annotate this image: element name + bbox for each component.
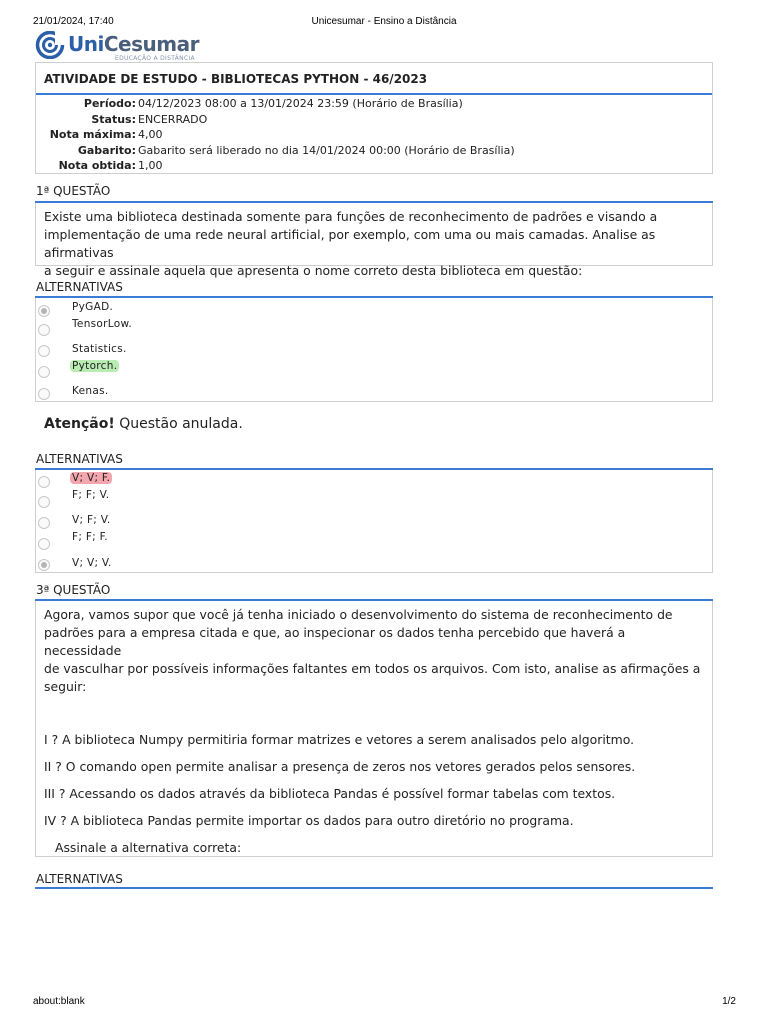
info-row-status — [36, 113, 712, 129]
logo-wordmark: UniCesumar — [68, 32, 199, 56]
info-row-nota-obtida — [36, 159, 712, 175]
info-label: Status: — [91, 112, 136, 126]
alternative-text: Statistics. — [72, 343, 127, 355]
print-url: about:blank — [33, 996, 85, 1007]
question-1-label: 1ª QUESTÃO — [36, 184, 111, 198]
question-text-line: seguir: — [44, 679, 87, 694]
statement-line: III ? Acessando os dados através da biblioteca Pandas é possível formar tabelas com textos. — [44, 786, 616, 801]
logo-subtitle: EDUCAÇÃO A DISTÂNCIA — [115, 55, 195, 62]
activity-info-box — [35, 62, 713, 174]
alternative-item[interactable] — [36, 301, 712, 319]
alternative-text: F; F; V. — [72, 489, 110, 501]
radio-button[interactable] — [38, 496, 50, 508]
radio-button[interactable] — [38, 305, 50, 317]
info-label: Nota máxima: — [49, 128, 136, 141]
annulled-warning: Atenção! Questão anulada. — [44, 416, 243, 432]
alternative-text: V; F; V. — [72, 514, 111, 526]
question-text-line: de vasculhar por possíveis informações faltantes em todos os arquivos. Com isto, analise as afirmações a — [44, 661, 701, 676]
alternative-item[interactable] — [36, 514, 712, 532]
info-row-nota-maxima — [36, 128, 712, 144]
question-text-line: Existe uma biblioteca destinada somente para funções de reconhecimento de padrões e visando a — [44, 209, 658, 224]
alternative-item[interactable] — [36, 343, 712, 361]
alternatives-label: ALTERNATIVAS — [36, 872, 123, 886]
alternative-item[interactable] — [36, 385, 712, 403]
alternative-item[interactable] — [36, 531, 712, 549]
info-value: Gabarito será liberado no dia 14/01/2024 00:00 (Horário de Brasília) — [138, 143, 515, 157]
alternative-item[interactable] — [36, 318, 712, 336]
question-1-alternatives — [35, 298, 713, 402]
statement-line: II ? O comando open permite analisar a presença de zeros nos vetores gerados pelos sensores. — [44, 759, 636, 774]
info-value: 04/12/2023 08:00 a 13/01/2024 23:59 (Horário de Brasília) — [138, 97, 463, 110]
alternative-item[interactable] — [36, 489, 712, 507]
print-page-title: Unicesumar - Ensino a Distância — [311, 16, 457, 27]
info-row-periodo — [36, 97, 712, 113]
alternatives-label: ALTERNATIVAS — [36, 452, 123, 466]
alternative-item[interactable] — [36, 472, 712, 490]
print-header — [0, 16, 768, 30]
info-value: 1,00 — [138, 159, 163, 172]
alternative-text: V; V; V. — [72, 557, 112, 569]
alternative-item[interactable] — [36, 360, 712, 378]
unicesumar-logo-icon — [35, 31, 66, 59]
alternative-text: TensorLow. — [72, 318, 133, 330]
radio-button[interactable] — [38, 476, 50, 488]
info-label: Gabarito: — [77, 143, 136, 157]
alternative-text-correct: Pytorch. — [72, 360, 118, 372]
info-label: Período: — [83, 97, 136, 110]
activity-info-table — [36, 97, 712, 175]
radio-button[interactable] — [38, 538, 50, 550]
alternatives-label: ALTERNATIVAS — [36, 280, 123, 294]
question-text-line: a seguir e assinale aquela que apresenta o nome correto desta biblioteca em questão: — [44, 263, 583, 278]
radio-button[interactable] — [38, 559, 50, 571]
question-2-alternatives — [35, 470, 713, 573]
print-datetime: 21/01/2024, 17:40 — [33, 16, 114, 27]
question-3-label: 3ª QUESTÃO — [36, 583, 111, 597]
question-text-line: padrões para a empresa citada e que, ao inspecionar os dados tenha percebido que haverá a necessidade — [44, 625, 626, 658]
alternative-text: PyGAD. — [72, 301, 114, 313]
print-footer — [0, 996, 768, 1010]
activity-title: ATIVIDADE DE ESTUDO - BIBLIOTECAS PYTHON - 46/2023 — [36, 63, 712, 95]
radio-button[interactable] — [38, 366, 50, 378]
radio-button[interactable] — [38, 345, 50, 357]
info-value: ENCERRADO — [138, 112, 208, 126]
question-text-line: Agora, vamos supor que você já tenha iniciado o desenvolvimento do sistema de reconhecimento de — [44, 607, 673, 622]
info-label: Nota obtida: — [58, 159, 136, 172]
alternative-text: F; F; F. — [72, 531, 108, 543]
alternative-text: Kenas. — [72, 385, 109, 397]
info-row-gabarito — [36, 144, 712, 160]
question-1-text — [35, 203, 713, 278]
alternative-text-wrong: V; V; F. — [72, 472, 111, 484]
question-3-text — [35, 601, 713, 857]
radio-button[interactable] — [38, 388, 50, 400]
question-text-line: implementação de uma rede neural artificial, por exemplo, com uma ou mais camadas. Analise as afirmativas — [44, 227, 656, 260]
divider — [35, 887, 713, 889]
radio-button[interactable] — [38, 324, 50, 336]
alternative-item[interactable] — [36, 557, 712, 575]
unicesumar-logo — [35, 31, 199, 63]
instruction-line: Assinale a alternativa correta: — [55, 840, 242, 855]
radio-button[interactable] — [38, 517, 50, 529]
info-value: 4,00 — [138, 128, 163, 141]
statement-line: IV ? A biblioteca Pandas permite importar os dados para outro diretório no programa. — [44, 813, 574, 828]
statement-line: I ? A biblioteca Numpy permitiria formar matrizes e vetores a serem analisados pelo algoritmo. — [44, 732, 635, 747]
print-page-number: 1/2 — [722, 996, 736, 1007]
